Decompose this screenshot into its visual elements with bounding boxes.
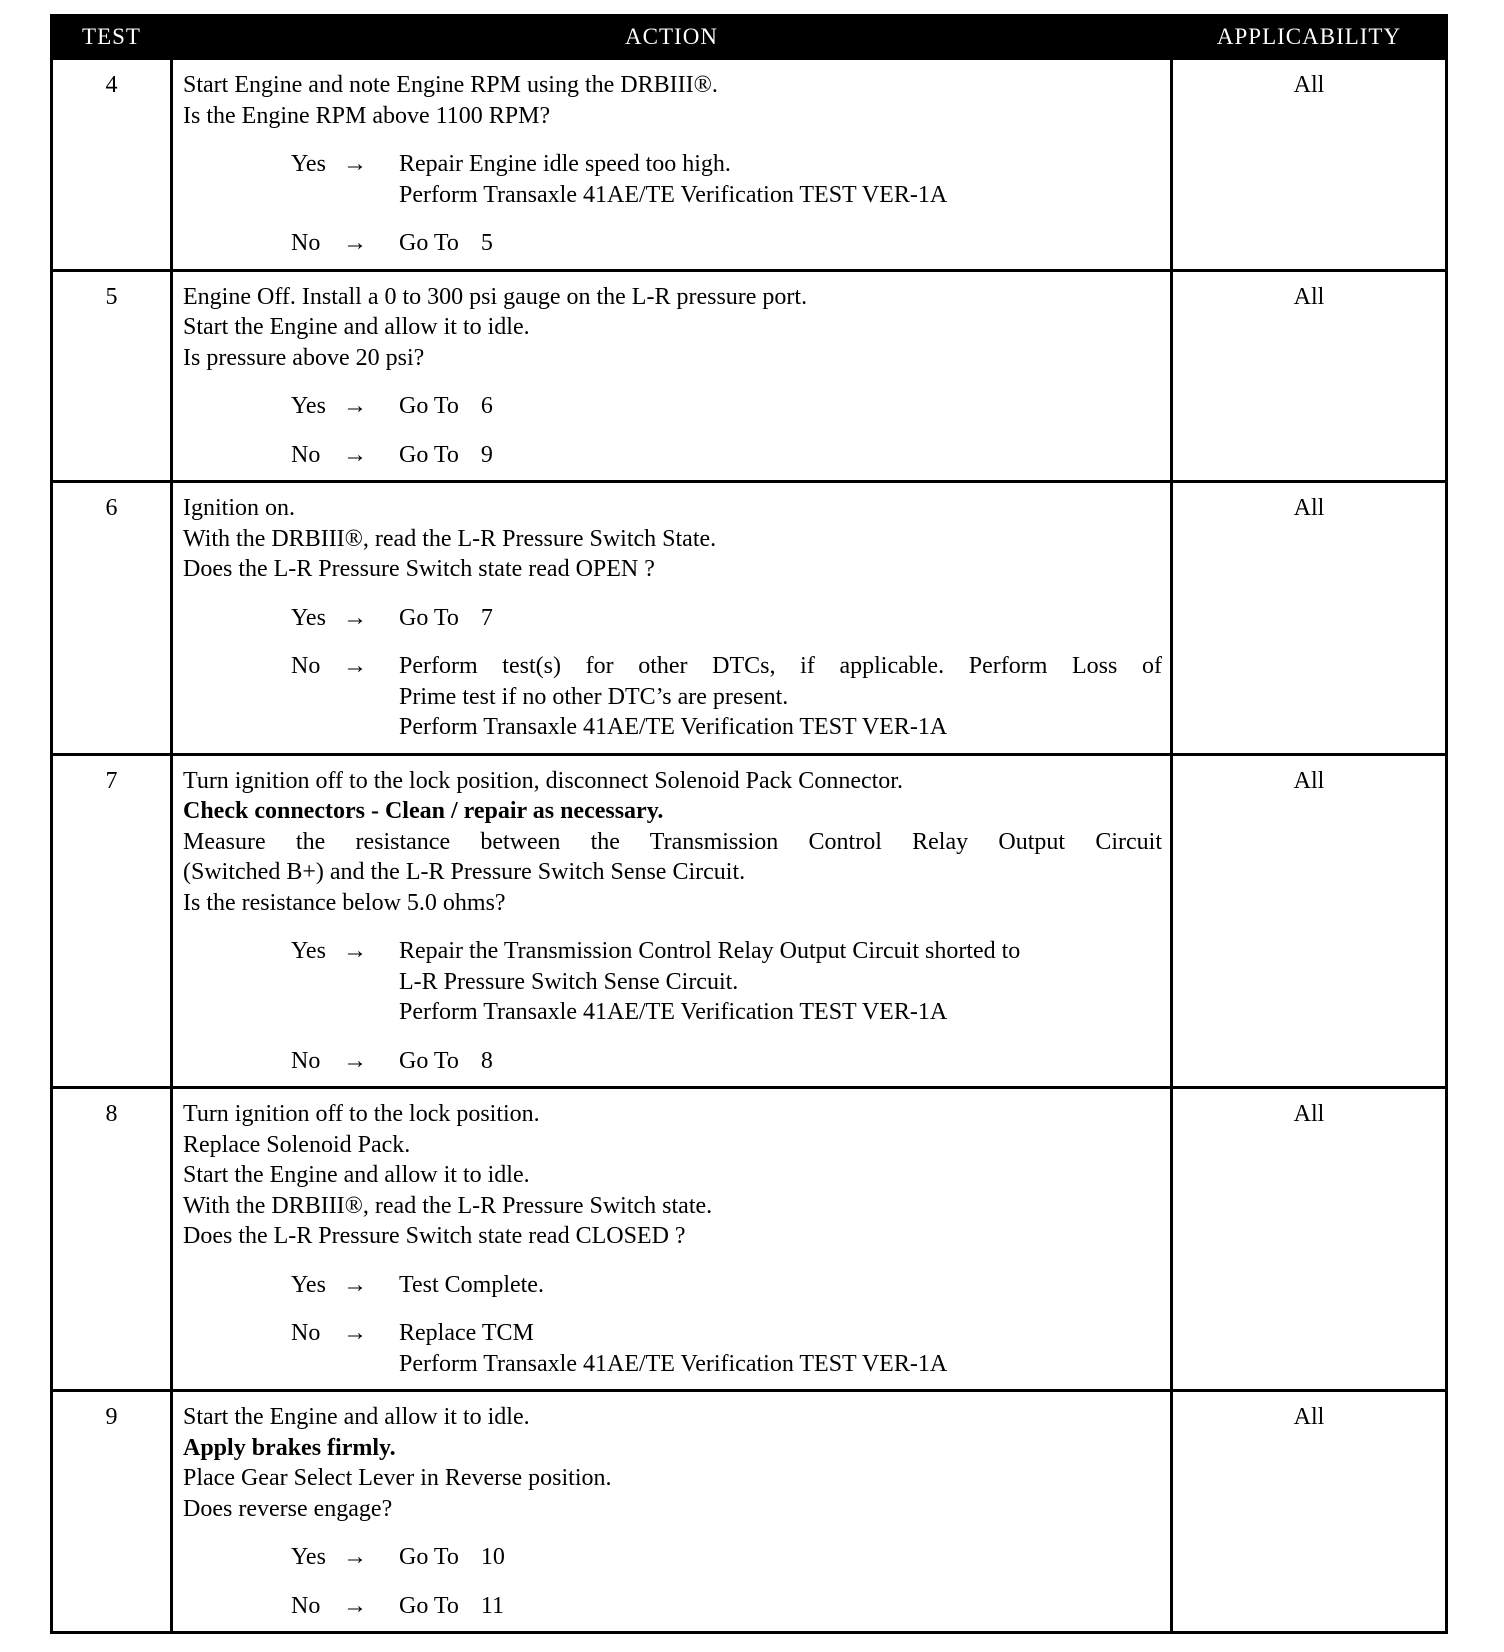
step-line: Measure the resistance between the Transmission Control Relay Output Circuit [183, 828, 1162, 855]
step-line: Does reverse engage? [183, 1495, 393, 1522]
goto-text: Go To [399, 1544, 459, 1570]
no-label: No [291, 441, 321, 468]
no-label: No [291, 1320, 321, 1346]
step-line: With the DRBIII®, read the L-R Pressure Switch state. [183, 1192, 713, 1219]
test-number: 9 [52, 1391, 172, 1633]
no-result [399, 1318, 1162, 1379]
yes-result [399, 149, 1162, 210]
result-line: Prime test if no other DTC’s are present. [399, 683, 789, 710]
goto-text: Go To [399, 230, 459, 256]
arrow-icon: → [343, 1271, 367, 1298]
no-goto [399, 440, 1162, 471]
test-number: 4 [52, 59, 172, 271]
no-result [399, 651, 1162, 743]
no-answer [291, 440, 1162, 471]
test-row-7 [52, 754, 1447, 1088]
action-cell [172, 270, 1172, 482]
goto-text: Go To [399, 604, 459, 631]
step-line: Is the Engine RPM above 1100 RPM? [183, 102, 551, 129]
applicability-value: All [1172, 270, 1447, 482]
test-row-9 [52, 1391, 1447, 1633]
action-cell [172, 1088, 1172, 1391]
action-cell [172, 754, 1172, 1088]
step-line: Turn ignition off to the lock position, disconnect Solenoid Pack Connector. [183, 767, 903, 794]
applicability-value: All [1172, 482, 1447, 755]
header-action: ACTION [172, 16, 1172, 59]
applicability-value: All [1172, 1088, 1447, 1391]
result-line: Perform test(s) for other DTCs, if applicable. Perform Loss of [399, 653, 1162, 679]
test-row-8 [52, 1088, 1447, 1391]
no-label: No [291, 230, 321, 256]
goto-target: 7 [480, 604, 493, 631]
step-line: Ignition on. [183, 495, 295, 521]
no-goto [399, 228, 1162, 259]
no-answer [291, 1591, 1162, 1622]
yes-goto [399, 603, 1162, 634]
result-line: Test Complete. [399, 1271, 544, 1298]
no-answer [291, 1046, 1162, 1077]
yes-answer [291, 1542, 1162, 1573]
yes-answer [291, 1270, 1162, 1301]
no-answer [291, 228, 1162, 259]
no-label: No [291, 1592, 321, 1619]
yes-result [399, 936, 1162, 1028]
result-line: Repair the Transmission Control Relay Output Circuit shorted to [399, 938, 1021, 964]
result-line: Perform Transaxle 41AE/TE Verification TEST VER-1A [399, 714, 948, 740]
step-line: Does the L-R Pressure Switch state read OPEN ? [183, 556, 655, 582]
arrow-icon: → [343, 230, 367, 256]
arrow-icon: → [343, 938, 367, 964]
action-cell [172, 1391, 1172, 1633]
step-line: Is the resistance below 5.0 ohms? [183, 889, 506, 916]
result-line: Perform Transaxle 41AE/TE Verification TEST VER-1A [399, 181, 948, 208]
result-line: L-R Pressure Switch Sense Circuit. [399, 968, 739, 995]
arrow-icon: → [343, 393, 367, 419]
result-line: Repair Engine idle speed too high. [399, 151, 731, 177]
no-label: No [291, 653, 321, 679]
step-line-emphasis: Check connectors - Clean / repair as necessary. [183, 798, 664, 824]
test-number: 6 [52, 482, 172, 755]
test-number: 7 [52, 754, 172, 1088]
step-line: With the DRBIII®, read the L-R Pressure Switch State. [183, 525, 717, 552]
result-line: Perform Transaxle 41AE/TE Verification TEST VER-1A [399, 999, 948, 1025]
goto-target: 10 [480, 1544, 505, 1570]
test-row-4 [52, 59, 1447, 271]
step-line: Does the L-R Pressure Switch state read CLOSED ? [183, 1223, 686, 1249]
goto-text: Go To [399, 1592, 459, 1619]
goto-target: 5 [480, 230, 493, 256]
step-line: Replace Solenoid Pack. [183, 1131, 411, 1158]
yes-label: Yes [291, 604, 326, 631]
applicability-value: All [1172, 59, 1447, 271]
goto-target: 9 [480, 441, 493, 468]
yes-answer [291, 149, 1162, 210]
arrow-icon: → [343, 151, 367, 177]
arrow-icon: → [343, 1047, 367, 1074]
yes-result [399, 1270, 1162, 1301]
header-row [52, 16, 1447, 59]
result-line: Perform Transaxle 41AE/TE Verification TEST VER-1A [399, 1350, 948, 1377]
yes-goto [399, 391, 1162, 422]
step-line: Start the Engine and allow it to idle. [183, 1404, 530, 1430]
no-answer [291, 651, 1162, 743]
step-line: Is pressure above 20 psi? [183, 344, 425, 371]
goto-text: Go To [399, 1047, 459, 1074]
applicability-value: All [1172, 1391, 1447, 1633]
step-line: Engine Off. Install a 0 to 300 psi gauge on the L-R pressure port. [183, 283, 808, 310]
step-line: Place Gear Select Lever in Reverse position. [183, 1465, 612, 1491]
yes-goto [399, 1542, 1162, 1573]
arrow-icon: → [343, 1544, 367, 1570]
no-goto [399, 1046, 1162, 1077]
step-line: (Switched B+) and the L-R Pressure Switch Sense Circuit. [183, 859, 746, 885]
yes-label: Yes [291, 1271, 326, 1298]
action-cell [172, 59, 1172, 271]
applicability-value: All [1172, 754, 1447, 1088]
test-row-5 [52, 270, 1447, 482]
result-line: Replace TCM [399, 1320, 534, 1346]
test-row-6 [52, 482, 1447, 755]
goto-target: 6 [480, 393, 493, 419]
yes-answer [291, 603, 1162, 634]
arrow-icon: → [343, 1592, 367, 1619]
goto-text: Go To [399, 441, 459, 468]
test-number: 8 [52, 1088, 172, 1391]
step-line: Start the Engine and allow it to idle. [183, 1162, 530, 1188]
arrow-icon: → [343, 604, 367, 631]
yes-answer [291, 391, 1162, 422]
action-cell [172, 482, 1172, 755]
goto-text: Go To [399, 393, 459, 419]
goto-target: 11 [480, 1592, 504, 1619]
yes-label: Yes [291, 1544, 326, 1570]
no-answer [291, 1318, 1162, 1379]
arrow-icon: → [343, 1320, 367, 1346]
goto-target: 8 [480, 1047, 493, 1074]
step-line: Start the Engine and allow it to idle. [183, 314, 530, 340]
step-line: Start Engine and note Engine RPM using the DRBIII®. [183, 72, 718, 98]
test-number: 5 [52, 270, 172, 482]
diagnostic-test-table [50, 14, 1448, 1634]
header-applicability: APPLICABILITY [1172, 16, 1447, 59]
no-goto [399, 1591, 1162, 1622]
header-test: TEST [52, 16, 172, 59]
yes-label: Yes [291, 393, 326, 419]
no-label: No [291, 1047, 321, 1074]
arrow-icon: → [343, 653, 367, 679]
yes-answer [291, 936, 1162, 1028]
yes-label: Yes [291, 151, 326, 177]
yes-label: Yes [291, 938, 326, 964]
step-line-emphasis: Apply brakes firmly. [183, 1434, 396, 1461]
step-line: Turn ignition off to the lock position. [183, 1101, 540, 1127]
arrow-icon: → [343, 441, 367, 468]
